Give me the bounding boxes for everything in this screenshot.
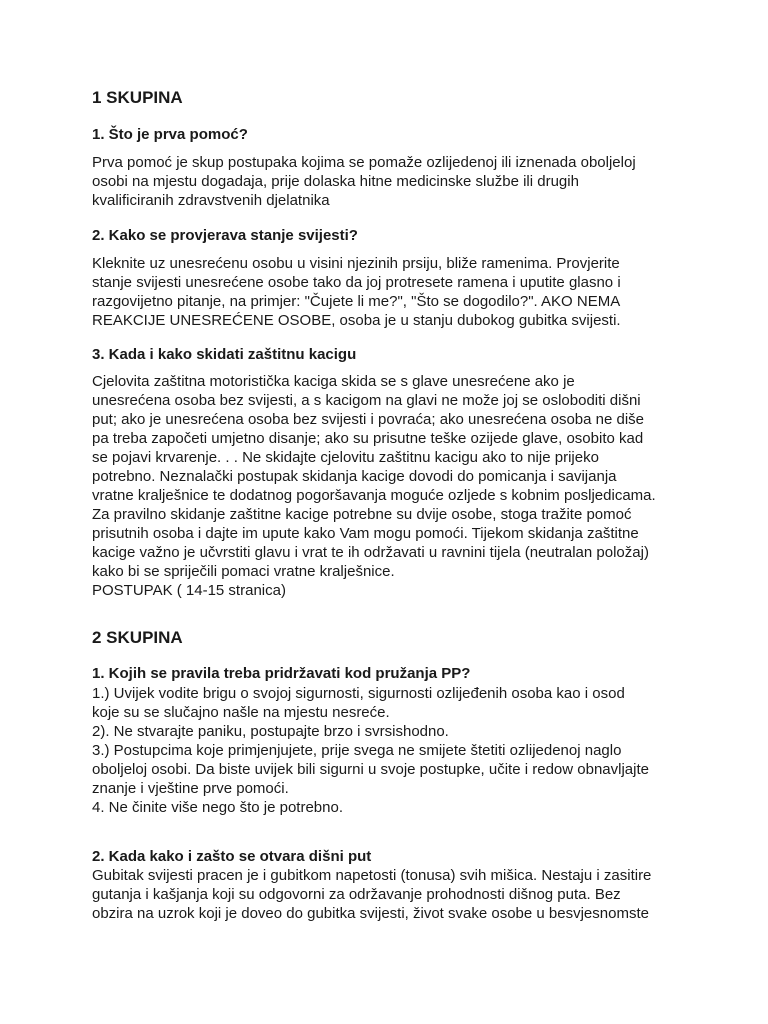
text-line: kvalificiranih zdravstvenih djelatnika <box>92 192 330 209</box>
section-heading-1: 1 SKUPINA <box>92 88 183 107</box>
answer-paragraph-2-2 <box>92 866 651 923</box>
text-line: pa treba započeti umjetno disanje; ako su prisutne teške ozijede glave, osobito kad <box>92 430 644 447</box>
text-line: vratne kralješnice te dodatnog pogoršavanja moguće ozljede s kobnim posljedicama. <box>92 487 656 504</box>
text-line: oboljeloj osobi. Da biste uvijek bili sigurni u svoje postupke, učite i redow obnavljajte <box>92 761 649 778</box>
text-line: Za pravilno skidanje zaštitne kacige potrebne su dvije osobe, stoga tražite pomoć <box>92 506 632 523</box>
text-line: 2). Ne stvarajte paniku, postupajte brzo i svrsishodno. <box>92 723 449 740</box>
question-title-2-2: 2. Kada kako i zašto se otvara dišni put <box>92 848 372 865</box>
text-line: 1.) Uvijek vodite brigu o svojoj sigurnosti, sigurnosti ozlijeđenih osoba kao i osod <box>92 685 625 702</box>
text-line: osobi na mjestu dogadaja, prije dolaska hitne medicinske službe ili drugih <box>92 173 579 190</box>
question-title-1-3: 3. Kada i kako skidati zaštitnu kacigu <box>92 346 357 363</box>
text-line: kako bi se spriječili pomaci vratne kralješnice. <box>92 563 395 580</box>
text-line: put; ako je unesrećena osoba bez svijesti i povraća; ako unesrećena osoba ne diše <box>92 411 645 428</box>
text-line: prisutnih osoba i dajte im upute kako Vam mogu pomoći. Tijekom skidanja zaštitne <box>92 525 639 542</box>
text-line: znanje i vještine prve pomoći. <box>92 780 289 797</box>
answer-paragraph-1-2 <box>92 254 621 330</box>
text-line: unesrećena osoba bez svijesti, a s kacigom na glavi ne može joj se osloboditi dišni <box>92 392 641 409</box>
text-line: se pojavi krvarenje. . . Ne skidajte cjelovitu zaštitnu kacigu ako to nije prijeko <box>92 449 599 466</box>
text-line: 4. Ne činite više nego što je potrebno. <box>92 799 343 816</box>
text-line: gutanja i kašjanja koji su odgovorni za održavanje prohodnosti dišnog puta. Bez <box>92 886 621 903</box>
text-line: REAKCIJE UNESREĆENE OSOBE, osoba je u stanju dubokog gubitka svijesti. <box>92 312 621 329</box>
text-line: koje su se slučajno našle na mjestu nesreće. <box>92 704 390 721</box>
question-title-1-1: 1. Što je prva pomoć? <box>92 126 248 143</box>
question-title-1-2: 2. Kako se provjerava stanje svijesti? <box>92 227 358 244</box>
answer-paragraph-1-3 <box>92 372 656 600</box>
text-line: Prva pomoć je skup postupaka kojima se pomaže ozlijedenoj ili iznenada oboljeloj <box>92 154 636 171</box>
text-line: Kleknite uz unesrećenu osobu u visini njezinih prsiju, bliže ramenima. Provjerite <box>92 255 620 272</box>
text-line: potrebno. Neznalački postupak skidanja kacige dovodi do pomicanja i savijanja <box>92 468 617 485</box>
text-line: obzira na uzrok koji je doveo do gubitka svijesti, život svake osobe u besvjesnomste <box>92 905 649 922</box>
text-line: razgovijetno pitanje, na primjer: "Čujete li me?", "Što se dogodilo?". AKO NEMA <box>92 293 621 310</box>
question-title-2-1: 1. Kojih se pravila treba pridržavati kod pružanja PP? <box>92 665 471 682</box>
text-line: stanje svijesti unesrećene osobe tako da joj protresete ramena i uputite glasno i <box>92 274 621 291</box>
text-line: Cjelovita zaštitna motoristička kaciga skida se s glave unesrećene ako je <box>92 373 575 390</box>
text-line: 3.) Postupcima koje primjenjujete, prije svega ne smijete štetiti ozlijedenoj naglo <box>92 742 622 759</box>
section-heading-2: 2 SKUPINA <box>92 628 183 647</box>
text-line: POSTUPAK ( 14-15 stranica) <box>92 582 286 599</box>
answer-paragraph-1-1 <box>92 153 636 210</box>
text-line: kacige važno je učvrstiti glavu i vrat te ih održavati u ravnini tijela (neutralan položaj) <box>92 544 649 561</box>
text-line: Gubitak svijesti pracen je i gubitkom napetosti (tonusa) svih mišica. Nestaju i zasitire <box>92 867 652 884</box>
answer-paragraph-2-1 <box>92 684 649 817</box>
